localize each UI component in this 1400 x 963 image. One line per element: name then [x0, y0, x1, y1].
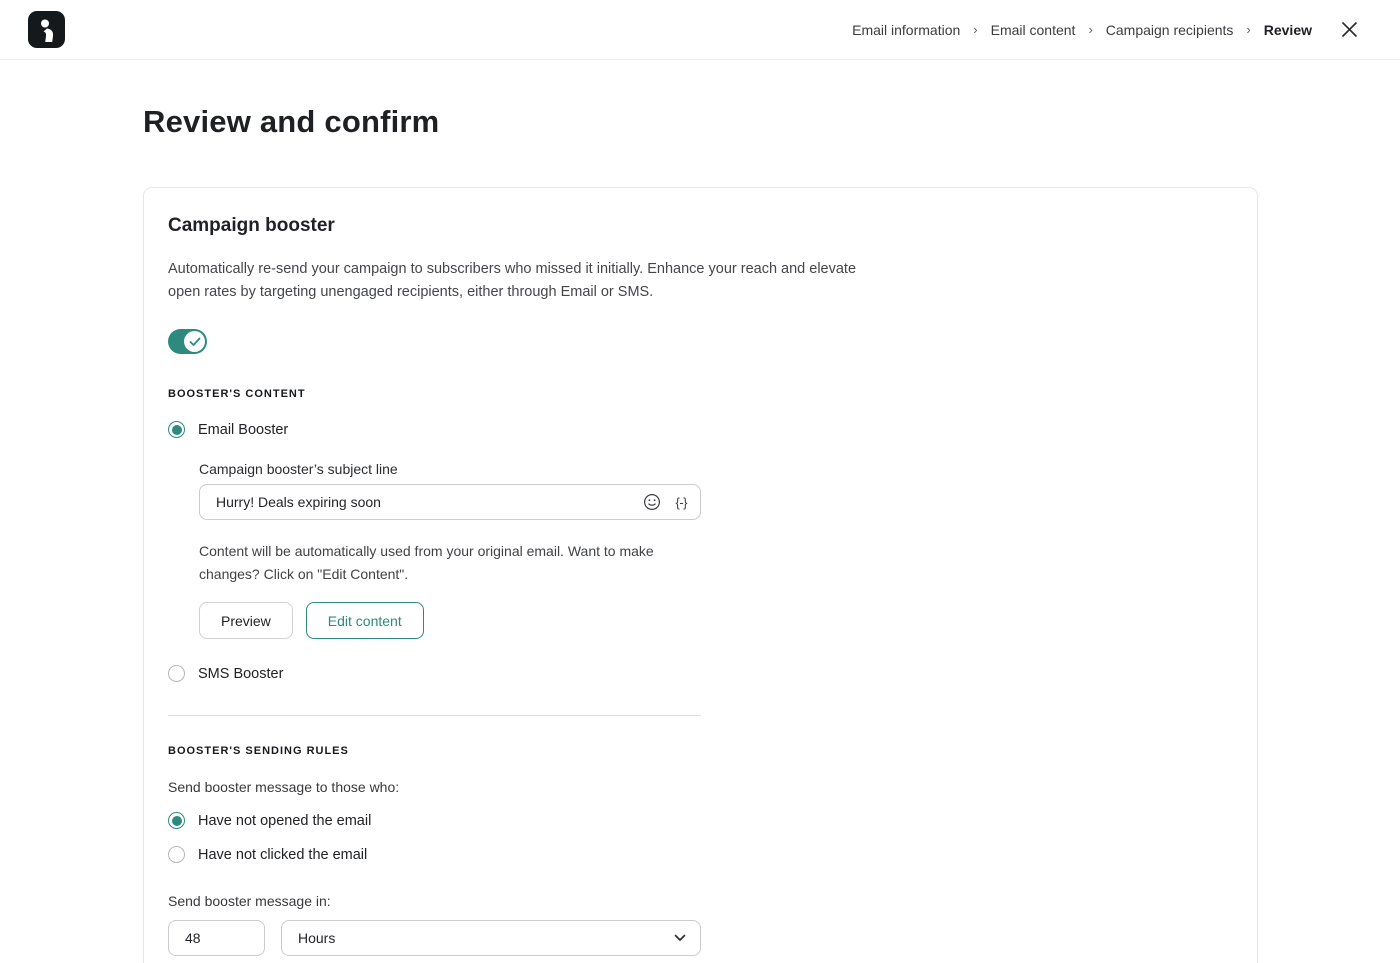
- delay-unit-select[interactable]: [281, 920, 701, 956]
- send-to-label: Send booster message to those who:: [168, 779, 400, 795]
- radio-label: SMS Booster: [198, 665, 284, 682]
- subject-input[interactable]: [216, 494, 643, 510]
- booster-toggle[interactable]: [168, 329, 207, 354]
- section-divider: [168, 715, 701, 716]
- omnisend-logo-icon[interactable]: [28, 11, 65, 48]
- section-label-boosters-content: BOOSTER'S CONTENT: [168, 388, 306, 400]
- subject-input-icons: [643, 493, 687, 511]
- preview-button[interactable]: Preview: [199, 602, 293, 639]
- page-title: Review and confirm: [143, 104, 440, 139]
- content-helper-text: Content will be automatically used from your original email. Want to make changes? Click on "Edit Content".: [199, 543, 654, 582]
- delay-value-input[interactable]: [168, 920, 265, 956]
- radio-label: Have not opened the email: [198, 812, 372, 829]
- card-description: Automatically re-send your campaign to subscribers who missed it initially. Enhance your reach and elevate open rates by targeting unengaged recipients, either through Email or SMS.: [168, 261, 857, 300]
- radio-unselected-icon: [168, 846, 185, 863]
- breadcrumb-separator-icon: ›: [1088, 22, 1093, 37]
- close-button[interactable]: [1338, 19, 1360, 41]
- section-label-sending-rules: BOOSTER'S SENDING RULES: [168, 745, 349, 757]
- logo-glyph: [36, 18, 58, 42]
- radio-unselected-icon: [168, 665, 185, 682]
- delay-label: Send booster message in:: [168, 893, 331, 909]
- top-bar: [0, 0, 1400, 60]
- breadcrumb-separator-icon: ›: [973, 22, 978, 37]
- subject-line-label: Campaign booster’s subject line: [199, 461, 398, 477]
- breadcrumb: [852, 22, 1312, 38]
- checkmark-icon: [189, 337, 201, 347]
- radio-not-clicked[interactable]: [168, 846, 1233, 863]
- radio-not-opened[interactable]: [168, 812, 1233, 829]
- radio-label: Email Booster: [198, 421, 289, 438]
- card-title: Campaign booster: [168, 215, 335, 236]
- breadcrumb-separator-icon: ›: [1246, 22, 1251, 37]
- breadcrumb-item-campaign-recipients[interactable]: Campaign recipients: [1105, 21, 1234, 38]
- sending-rules-section: [168, 745, 1233, 956]
- radio-selected-icon: [168, 421, 185, 438]
- radio-email-booster[interactable]: [168, 421, 1233, 438]
- subject-input-wrap: [199, 484, 701, 520]
- campaign-booster-card: [143, 187, 1258, 963]
- breadcrumb-item-review[interactable]: Review: [1263, 21, 1312, 38]
- delay-unit-value: Hours: [298, 930, 336, 946]
- delay-controls: [168, 920, 1233, 956]
- content-buttons: [199, 602, 1233, 639]
- breadcrumb-item-email-information[interactable]: Email information: [852, 21, 961, 38]
- edit-content-button[interactable]: Edit content: [306, 602, 424, 639]
- chevron-down-icon: [674, 934, 686, 942]
- emoji-icon[interactable]: [643, 493, 661, 511]
- review-page: [0, 104, 1400, 963]
- radio-label: Have not clicked the email: [198, 846, 368, 863]
- toggle-knob: [184, 331, 205, 352]
- personalization-tag-icon[interactable]: {-}: [675, 494, 687, 510]
- radio-selected-icon: [168, 812, 185, 829]
- breadcrumb-item-email-content[interactable]: Email content: [990, 21, 1076, 38]
- email-booster-details: [199, 461, 1233, 639]
- close-icon: [1341, 21, 1358, 38]
- radio-sms-booster[interactable]: [168, 665, 1233, 682]
